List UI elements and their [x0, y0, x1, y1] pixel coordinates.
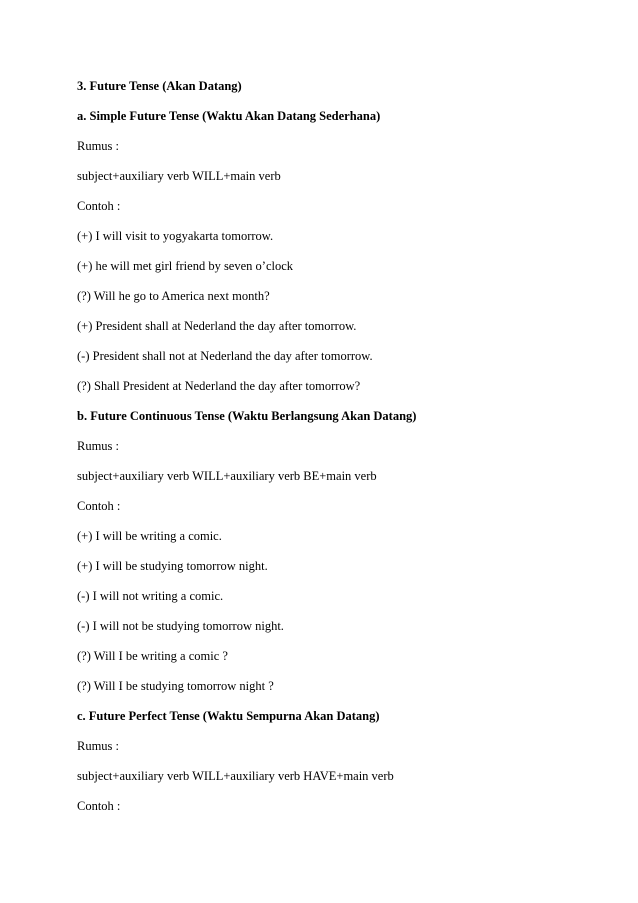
example-label: Contoh :	[77, 499, 121, 513]
example-sentence: (-) I will not be studying tomorrow night.	[77, 619, 284, 633]
example-label: Contoh :	[77, 199, 121, 213]
example-sentence: (+) he will met girl friend by seven o’clock	[77, 259, 294, 273]
example-sentence: (+) President shall at Nederland the day after tomorrow.	[77, 319, 357, 333]
formula-label: Rumus :	[77, 739, 120, 753]
example-sentence: (+) I will be writing a comic.	[77, 529, 222, 543]
example-sentence: (-) I will not writing a comic.	[77, 589, 224, 603]
example-sentence: (+) I will be studying tomorrow night.	[77, 559, 268, 573]
formula-label: Rumus :	[77, 439, 120, 453]
example-sentence: (?) Will he go to America next month?	[77, 289, 270, 303]
example-sentence: (?) Will I be studying tomorrow night ?	[77, 679, 274, 693]
example-sentence: (+) I will visit to yogyakarta tomorrow.	[77, 229, 274, 243]
section-heading: 3. Future Tense (Akan Datang)	[77, 79, 242, 93]
formula-label: Rumus :	[77, 139, 120, 153]
formula-text: subject+auxiliary verb WILL+main verb	[77, 169, 281, 183]
example-sentence: (?) Will I be writing a comic ?	[77, 649, 228, 663]
subsection-heading: b. Future Continuous Tense (Waktu Berlangsung Akan Datang)	[77, 409, 417, 423]
example-sentence: (?) Shall President at Nederland the day after tomorrow?	[77, 379, 361, 393]
example-label: Contoh :	[77, 799, 121, 813]
subsection-heading: c. Future Perfect Tense (Waktu Sempurna Akan Datang)	[77, 709, 380, 723]
formula-text: subject+auxiliary verb WILL+auxiliary verb BE+main verb	[77, 469, 377, 483]
subsection-heading: a. Simple Future Tense (Waktu Akan Datang Sederhana)	[77, 109, 381, 123]
formula-text: subject+auxiliary verb WILL+auxiliary verb HAVE+main verb	[77, 769, 394, 783]
example-sentence: (-) President shall not at Nederland the day after tomorrow.	[77, 349, 373, 363]
